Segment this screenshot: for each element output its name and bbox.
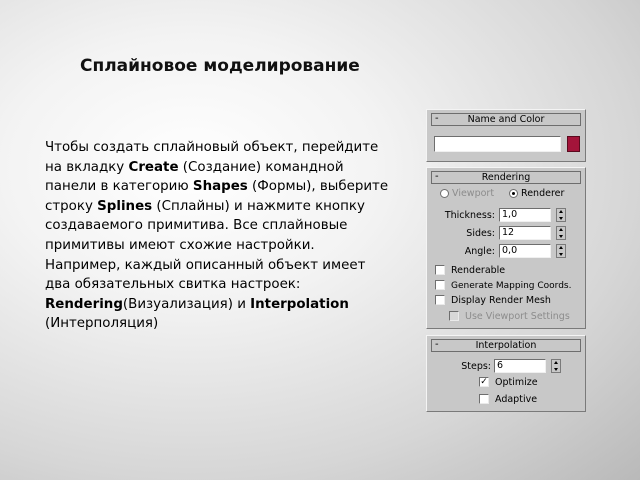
text-run-bold: Splines — [97, 198, 153, 214]
text-run-bold: Interpolation — [250, 296, 349, 312]
adaptive-label: Adaptive — [495, 394, 538, 405]
text-run: Чтобы создать сплайновый объект, перейдите на вкладку — [45, 140, 379, 175]
angle-label: Angle: — [464, 246, 495, 257]
object-color-swatch[interactable] — [567, 136, 580, 152]
viewport-radio[interactable] — [440, 188, 494, 200]
radio-indicator — [509, 189, 518, 198]
text-run-bold: Shapes — [192, 179, 248, 195]
use-viewport-settings-label: Use Viewport Settings — [465, 311, 570, 322]
rendering-rollout — [426, 167, 586, 329]
object-name-input[interactable] — [434, 136, 561, 152]
steps-label: Steps: — [461, 361, 491, 372]
collapse-icon[interactable]: - — [435, 339, 439, 350]
optimize-label: Optimize — [495, 377, 538, 388]
collapse-icon[interactable]: - — [435, 113, 439, 124]
generate-mapping-label: Generate Mapping Coords. — [451, 281, 572, 291]
text-run: (Визуализация) и — [122, 296, 251, 312]
text-run-bold: Rendering — [45, 296, 123, 312]
name-and-color-rollout — [426, 109, 586, 162]
text-run: (Сплайны) и нажмите кнопку создаваемого примитива. Все сплайновые примитивы имеют схожие настройки. Например, каждый описанный объект имеет два обязательных свитка настроек: — [45, 198, 366, 293]
steps-spinner[interactable] — [551, 359, 561, 373]
rollout-title: Rendering — [481, 172, 531, 183]
rollout-header-name-color[interactable] — [431, 113, 581, 126]
steps-input[interactable]: 6 — [494, 359, 546, 373]
renderer-radio[interactable] — [509, 188, 564, 200]
sides-input[interactable]: 12 — [499, 226, 551, 240]
display-render-mesh-label: Display Render Mesh — [451, 295, 551, 306]
text-run: (Создание) командной панели в категорию — [45, 159, 344, 195]
renderable-label: Renderable — [451, 265, 506, 276]
radio-label: Viewport — [452, 188, 495, 199]
angle-input[interactable]: 0,0 — [499, 244, 551, 258]
rollout-header-rendering[interactable] — [431, 171, 581, 184]
text-run-bold: Create — [128, 159, 179, 175]
generate-mapping-checkbox[interactable] — [435, 280, 445, 290]
text-run: (Формы), выберите строку — [45, 179, 389, 214]
text-run: (Интерполяция) — [45, 316, 159, 332]
slide-title: Сплайновое моделирование — [80, 56, 360, 76]
angle-spinner[interactable] — [556, 244, 566, 258]
thickness-label: Thickness: — [444, 210, 495, 221]
sides-label: Sides: — [466, 228, 495, 239]
rollout-title: Interpolation — [475, 340, 537, 351]
optimize-checkbox[interactable]: ✓ — [480, 377, 488, 387]
sides-spinner[interactable] — [556, 226, 566, 240]
thickness-input[interactable]: 1,0 — [499, 208, 551, 222]
rollout-header-interpolation[interactable] — [431, 339, 581, 352]
interpolation-rollout — [426, 335, 586, 412]
thickness-spinner[interactable] — [556, 208, 566, 222]
renderable-checkbox[interactable] — [435, 265, 445, 275]
slide-paragraph — [45, 138, 390, 334]
radio-label: Renderer — [521, 188, 565, 199]
display-render-mesh-checkbox[interactable] — [435, 295, 445, 305]
adaptive-checkbox[interactable] — [479, 394, 489, 404]
radio-indicator — [440, 189, 449, 198]
collapse-icon[interactable]: - — [435, 171, 439, 182]
use-viewport-settings-checkbox[interactable] — [449, 311, 459, 321]
rollout-title: Name and Color — [467, 114, 545, 125]
